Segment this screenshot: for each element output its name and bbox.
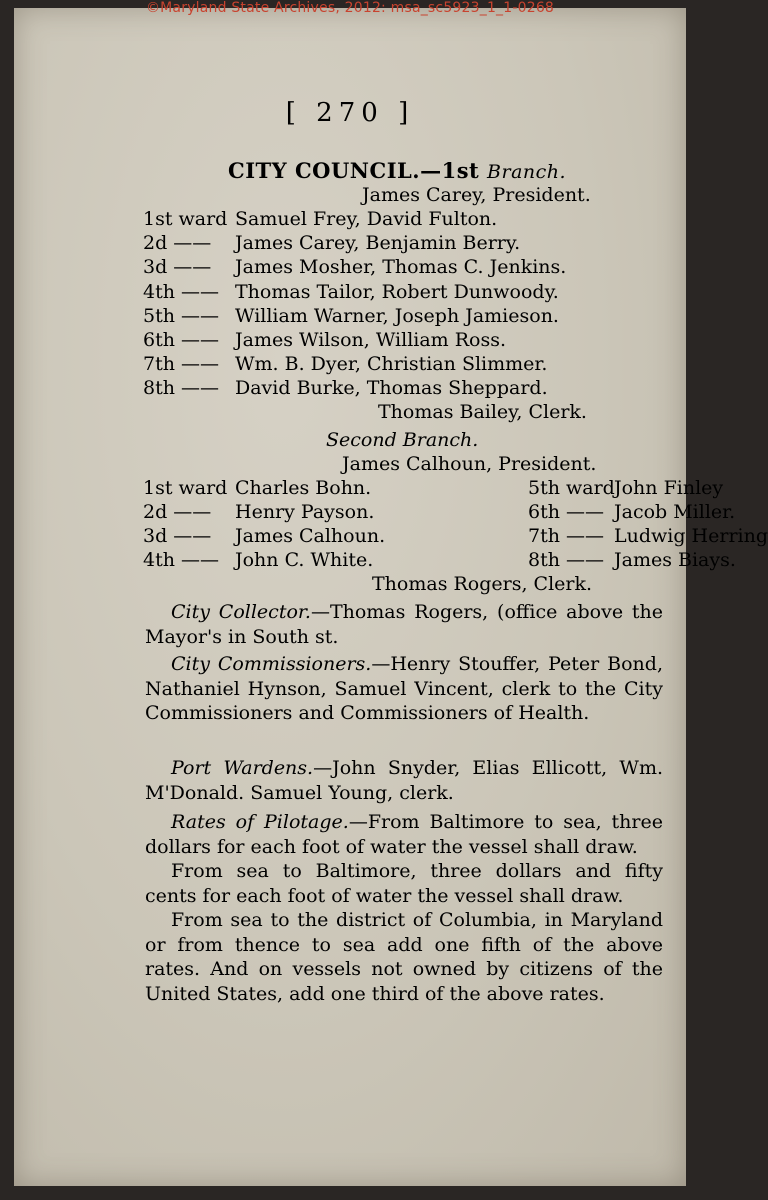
collector-lead: City Collector. <box>171 601 311 623</box>
wardens-lead: Port Wardens. <box>171 757 314 779</box>
ward-row <box>143 501 736 523</box>
ward-member: Jacob Miller. <box>614 501 736 523</box>
ward-label: 1st ward <box>143 477 228 499</box>
ward-row <box>143 525 768 547</box>
second-branch-heading: Second Branch. <box>326 429 479 451</box>
ward-row <box>143 329 506 351</box>
council-heading <box>228 158 566 183</box>
ward-members: James Carey, Benjamin Berry. <box>235 232 521 254</box>
ward-label: 4th —— <box>143 549 219 571</box>
ward-row <box>143 353 547 375</box>
ward-members: Thomas Tailor, Robert Dunwoody. <box>235 281 559 303</box>
ward-member: Henry Payson. <box>235 501 375 523</box>
ward-label: 4th —— <box>143 281 219 303</box>
ward-member: James Biays. <box>614 549 736 571</box>
ward-label: 7th —— <box>143 353 219 375</box>
pilotage-columbia: From sea to the district of Columbia, in Maryland or from thence to sea add one fifth of the above rates. And on vessels not owned by citizens of the United States, add one third of the above rates. <box>145 909 663 1005</box>
ward-member: John C. White. <box>235 549 374 571</box>
ward-row <box>143 208 497 230</box>
ward-member: Ludwig Herring <box>614 525 768 547</box>
branch-label: Branch. <box>487 161 567 183</box>
ward-members: James Wilson, William Ross. <box>235 329 507 351</box>
ward-label: 1st ward <box>143 208 228 230</box>
ward-label: 2d —— <box>143 501 212 523</box>
ward-row <box>143 377 548 399</box>
first-branch-president: James Carey, President. <box>362 184 591 206</box>
ward-row <box>143 305 559 327</box>
pilotage-paragraph <box>145 810 663 1006</box>
ward-row <box>143 232 520 254</box>
ward-members: Wm. B. Dyer, Christian Slimmer. <box>235 353 548 375</box>
ward-label: 6th —— <box>528 501 604 523</box>
ward-members: William Warner, Joseph Jamieson. <box>235 305 559 327</box>
commissioners-lead: City Commissioners. <box>171 653 372 675</box>
port-wardens-paragraph <box>145 756 663 805</box>
ward-members: Samuel Frey, David Fulton. <box>235 208 498 230</box>
collector-text: —Thomas Rogers, (office above the Mayor's in South st. <box>145 601 663 648</box>
ward-members: James Mosher, Thomas C. Jenkins. <box>235 256 567 278</box>
ward-row <box>143 549 736 571</box>
ward-label: 5th —— <box>143 305 219 327</box>
ward-label: 2d —— <box>143 232 212 254</box>
page-number: [ 270 ] <box>285 98 415 128</box>
ward-members: David Burke, Thomas Sheppard. <box>235 377 548 399</box>
ward-label: 3d —— <box>143 256 212 278</box>
commissioners-text: —Henry Stouffer, Peter Bond, Nathaniel Hynson, Samuel Vincent, clerk to the City Commissioners and Commissioners of Health. <box>145 653 663 724</box>
ward-member: James Calhoun. <box>235 525 386 547</box>
ward-label: 8th —— <box>528 549 604 571</box>
ward-member: Charles Bohn. <box>235 477 372 499</box>
wardens-text: —John Snyder, Elias Ellicott, Wm. M'Donald. Samuel Young, clerk. <box>145 757 663 804</box>
city-collector-paragraph <box>145 600 663 649</box>
ward-row <box>143 281 559 303</box>
pilotage-lead: Rates of Pilotage. <box>171 811 349 833</box>
ward-row <box>143 256 566 278</box>
ward-label: 7th —— <box>528 525 604 547</box>
pilotage-baltimore: From sea to Baltimore, three dollars and fifty cents for each foot of water the vessel shall draw. <box>145 860 663 907</box>
city-commissioners-paragraph <box>145 652 663 726</box>
pilotage-text: —From Baltimore to sea, three dollars for each foot of water the vessel shall draw. <box>145 811 663 858</box>
first-branch-clerk: Thomas Bailey, Clerk. <box>378 401 587 423</box>
council-title: CITY COUNCIL.—1st <box>228 158 480 183</box>
archive-watermark: ©Maryland State Archives, 2012: msa_sc5923_1_1-0268 <box>145 0 555 16</box>
ward-label: 5th ward <box>528 477 615 499</box>
ward-row <box>143 477 724 499</box>
ward-label: 3d —— <box>143 525 212 547</box>
second-branch-president: James Calhoun, President. <box>342 453 597 475</box>
ward-label: 8th —— <box>143 377 219 399</box>
ward-label: 6th —— <box>143 329 219 351</box>
ward-member: John Finley <box>614 477 724 499</box>
second-branch-clerk: Thomas Rogers, Clerk. <box>372 573 593 595</box>
